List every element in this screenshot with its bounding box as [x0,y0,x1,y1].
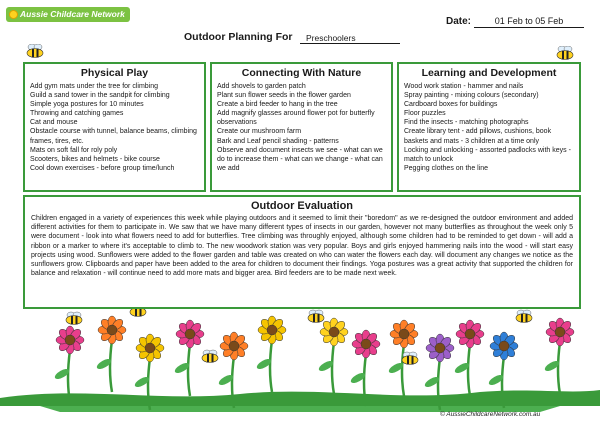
smiley-icon [9,10,18,19]
list-item: Create a bird feeder to hang in the tree [217,101,338,109]
list-item: Scooters, bikes and helmets - bike course [30,155,160,163]
list-item: Create library tent - add pillows, cushions, book baskets and mats - 3 children at a time only [404,128,552,145]
bee-icon [24,44,46,58]
bee-icon [516,310,532,323]
physical-play-list [25,79,204,173]
flower-icon [53,326,84,402]
outdoor-evaluation-box [23,195,581,309]
list-item: Floor puzzles [404,110,446,118]
flower-icon [453,320,484,396]
list-item: Add shovels to garden patch [217,83,306,90]
brand-logo-text: Aussie Childcare Network [20,9,125,19]
list-item: Create our mushroom farm [217,128,302,136]
date-label: Date: [446,16,472,27]
list-item: Add magnify glasses around flower pot for butterfly observations [217,110,375,127]
bee-icon [402,352,418,365]
list-item: Mats on soft fall for roly poly [30,146,118,154]
learning-and-development-list [399,79,579,173]
list-item: Observe and document insects we see - what can we do to increase them - what can we change - what can we add [217,146,383,172]
flower-icon [173,320,204,396]
list-item: Plant sun flower seeds in the flower garden [217,92,351,100]
list-item: Bark and Leaf pencil shading - patterns [217,137,339,145]
bee-icon [554,46,576,60]
learning-and-development-title: Learning and Development [421,67,557,79]
list-item: Wood work station - hammer and nails [404,83,524,90]
list-item: Spray painting - mixing colours (secondary) [404,92,539,100]
list-item: Cardboard boxes for buildings [404,101,498,109]
list-item: Guild a sand tower in the sandpit for climbing [30,92,170,100]
flower-icon [543,318,574,394]
list-item: Pegging clothes on the line [404,164,489,172]
bee-icon [202,350,218,363]
outdoor-evaluation-title: Outdoor Evaluation [250,200,354,212]
brand-logo [6,7,130,22]
flower-icon [255,316,286,392]
page-title: Outdoor Planning For [184,31,293,43]
list-item: Simple yoga postures for 10 minutes [30,101,144,109]
list-item: Add gym mats under the tree for climbing [30,83,159,90]
bee-icon [66,312,82,325]
learning-and-development-box [397,62,581,192]
flower-garden-illustration [0,290,600,424]
physical-play-box [23,62,206,192]
list-item: Locking and unlocking - assorted padlocks with keys - match to unlock [404,146,571,163]
flower-icon [317,318,348,394]
list-item: Obstacle course with tunnel, balance beams, climbing frames, tires, etc. [30,128,197,145]
list-item: Cat and mouse [30,119,78,127]
group-value: Preschoolers [300,33,400,44]
list-item: Throwing and catching games [30,110,124,118]
connecting-with-nature-title: Connecting With Nature [241,67,362,79]
connecting-with-nature-list [212,79,391,173]
bee-icon [308,310,324,323]
connecting-with-nature-box [210,62,393,192]
outdoor-evaluation-text: Children engaged in a variety of experiences this week while playing outdoors and it seemed to limit their "boredom" as we re-designed the outdoor environment and added different activities for them to participate in. We saw that we have many different types of insects in our garden, however not many butterflies as throughout the week only 5 were document - look into what flowers need to add for butterflies. Tree climbing was throughly enjoyed, although some children had to be reminded to get down - will add a ribbon or a marker to where it's acceptable to climb to. The new woodwork station was very popular. Boys and girls enjoyed hammering nails into the wood - will start easy projects using wood. Sunflowers were added to the flower garden and table was created on who can water the flowers each day. will document any changes we notice as the sunflowers grow. Clipboards and paper have been added to the area for children to document their findings. Yoga postures was a great activity that supported the children for balance and relaxation - will continue need to add more mats and bigger area. Bird feeders are to be made next week. [31,215,573,278]
flower-icon [95,316,126,392]
list-item: Cool down exercises - before group time/lunch [30,164,175,172]
date-value: 01 Feb to 05 Feb [474,16,584,28]
list-item: Find the insects - matching photographs [404,119,529,127]
physical-play-title: Physical Play [80,67,149,79]
copyright-text: © AussieChildcareNetwork.com.au [440,411,541,418]
